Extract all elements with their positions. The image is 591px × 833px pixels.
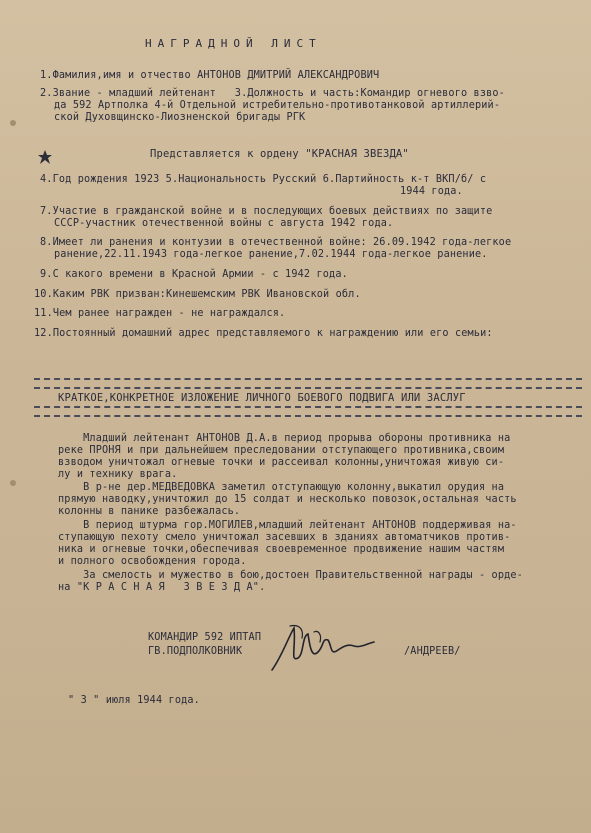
commander-rank: ГВ.ПОДПОЛКОВНИК xyxy=(148,646,243,657)
commander-name: /АНДРЕЕВ/ xyxy=(404,646,461,657)
separator-line xyxy=(34,406,582,417)
field-full-name: 1.Фамилия,имя и отчество АНТОНОВ ДМИТРИЙ АЛЕКСАНДРОВИЧ xyxy=(40,70,380,81)
field-rank-position: 2.Звание - младший лейтенант 3.Должность и часть:Командир огневого взво- xyxy=(40,88,505,99)
summary-text-line: и полного освобождения города. xyxy=(58,556,247,567)
field-home-address: 12.Постоянный домашний адрес представляемого к награждению или его семьи: xyxy=(34,328,493,339)
summary-text-line: За смелость и мужество в бою,достоен Правительственной награды - орде- xyxy=(58,570,523,581)
field-war-participation-cont: СССР-участник отечественной войны с августа 1942 года. xyxy=(54,218,394,229)
field-army-since: 9.С какого времени в Красной Армии - с 1942 года. xyxy=(40,269,348,280)
field-war-participation: 7.Участие в гражданской войне и в последующих боевых действиях по защите xyxy=(40,206,493,217)
summary-text-line: колонны в панике разбежалась. xyxy=(58,506,241,517)
field-party-year: 1944 года. xyxy=(400,186,463,197)
field-previous-awards: 11.Чем ранее награжден - не награждался. xyxy=(34,308,286,319)
binder-hole-mark xyxy=(10,480,16,486)
summary-text-line: реке ПРОНЯ и при дальнейшем преследовании отступающего противника,своим xyxy=(58,445,505,456)
commander-title: КОМАНДИР 592 ИПТАП xyxy=(148,632,262,643)
summary-text-line: В р-не дер.МЕДВЕДОВКА заметил отступающую колонну,выкатил орудия на xyxy=(58,482,505,493)
field-rank-position-cont: ской Духовщинско-Лиозненской бригады РГК xyxy=(54,112,306,123)
summary-text-line: ника и огневые точки,обеспечивая своевременное продвижение нашим частям xyxy=(58,544,505,555)
binder-hole-mark xyxy=(10,120,16,126)
summary-text-line: на "К Р А С Н А Я З В Е З Д А". xyxy=(58,582,266,593)
field-birth-nationality-party: 4.Год рождения 1923 5.Национальность Русский 6.Партийность к-т ВКП/б/ с xyxy=(40,174,487,185)
document-date: " 3 " июля 1944 года. xyxy=(68,695,200,706)
summary-text-line: лу и технику врага. xyxy=(58,469,178,480)
field-rank-position-cont: да 592 Артполка 4-й Отдельной истребительно-противотанковой артиллерий- xyxy=(54,100,501,111)
ink-star-mark-icon xyxy=(38,150,52,164)
field-wounds-cont: ранение,22.11.1943 года-легкое ранение,7.02.1944 года-легкое ранение. xyxy=(54,249,488,260)
summary-text-line: прямую наводку,уничтожил до 15 солдат и несколько повозок,остальная часть xyxy=(58,494,517,505)
separator-line xyxy=(34,378,582,389)
summary-heading: КРАТКОЕ,КОНКРЕТНОЕ ИЗЛОЖЕНИЕ ЛИЧНОГО БОЕВОГО ПОДВИГА ИЛИ ЗАСЛУГ xyxy=(58,392,466,404)
field-wounds: 8.Имеет ли ранения и контузии в отечественной войне: 26.09.1942 года-легкое xyxy=(40,237,512,248)
summary-text-line: В период штурма гор.МОГИЛЕВ,младший лейтенант АНТОНОВ поддерживая на- xyxy=(58,520,517,531)
summary-text-line: Младший лейтенант АНТОНОВ Д.А.в период прорыва обороны противника на xyxy=(58,433,511,444)
summary-text-line: ступающую пехоту смело уничтожал засевших в зданиях автоматчиков против- xyxy=(58,532,511,543)
summary-text-line: взводом уничтожал огневые точки и рассеивал колонны,уничтожая живую си- xyxy=(58,457,505,468)
presented-for-order: Представляется к ордену "КРАСНАЯ ЗВЕЗДА" xyxy=(150,148,409,160)
document-title: НАГРАДНОЙ ЛИСТ xyxy=(145,37,322,50)
handwritten-signature xyxy=(268,618,378,680)
field-drafted-by: 10.Каким РВК призван:Кинешемским РВК Ивановской обл. xyxy=(34,289,361,300)
